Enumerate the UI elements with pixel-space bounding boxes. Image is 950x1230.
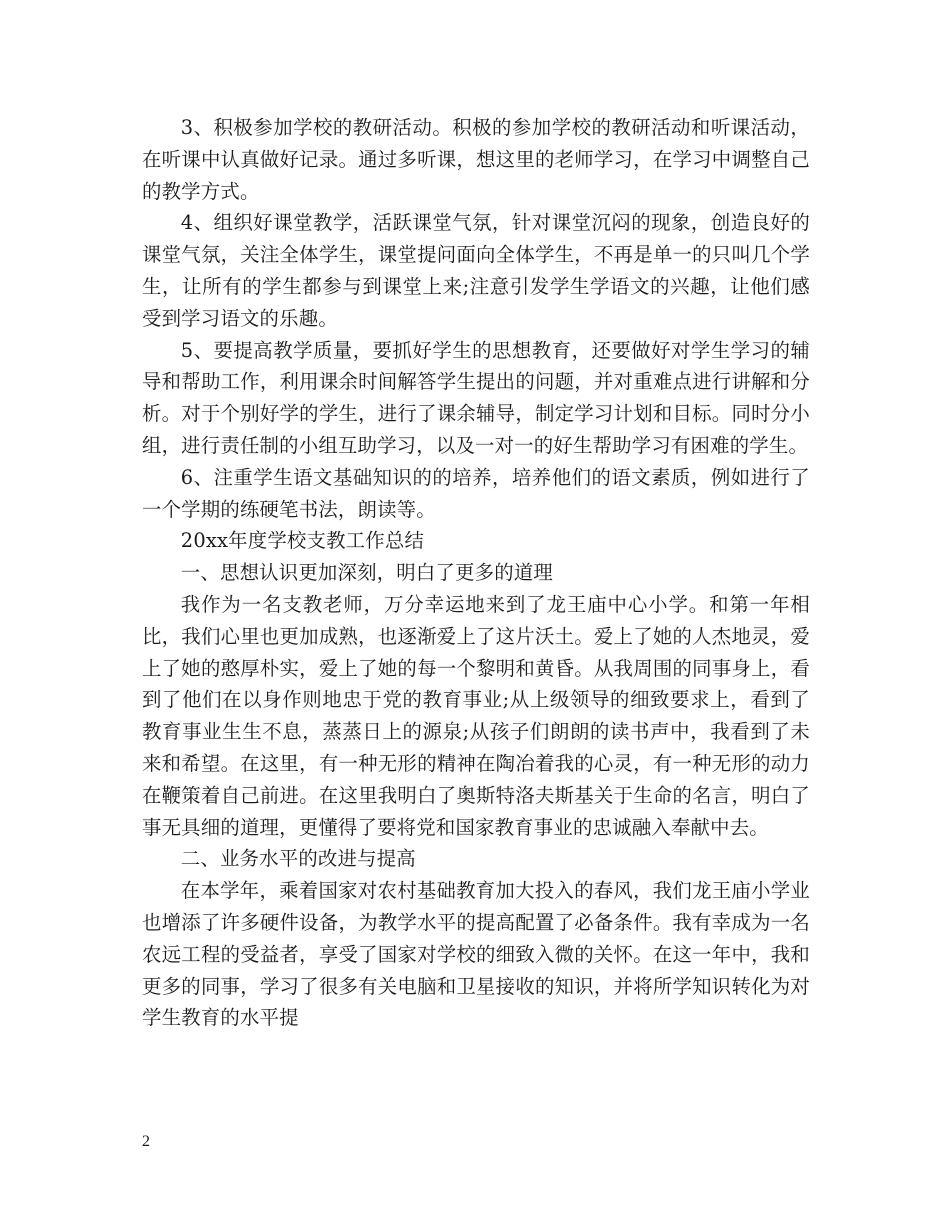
document-body	[142, 112, 810, 1034]
paragraph-thoughts: 我作为一名支教老师，万分幸运地来到了龙王庙中心小学。和第一年相比，我们心里也更加成熟，也逐渐爱上了这片沃土。爱上了她的人杰地灵，爱上了她的憨厚朴实，爱上了她的每一个黎明和黄昏。从我周围的同事身上，看到了他们在以身作则地忠于党的教育事业;从上级领导的细致要求上，看到了教育事业生生不息，蒸蒸日上的源泉;从孩子们朗朗的读书声中，我看到了未来和希望。在这里，有一种无形的精神在陶冶着我的心灵，有一种无形的动力在鞭策着自己前进。在这里我明白了奥斯特洛夫斯基关于生命的名言，明白了事无具细的道理，更懂得了要将党和国家教育事业的忠诚融入奉献中去。	[142, 592, 810, 839]
paragraph-business: 在本学年，乘着国家对农村基础教育加大投入的春风，我们龙王庙小学业也增添了许多硬件设备，为教学水平的提高配置了必备条件。我有幸成为一名农远工程的受益者，享受了国家对学校的细致入微的关怀。在这一年中，我和更多的同事，学习了很多有关电脑和卫星接收的知识，并将所学知识转化为对学生教育的水平提	[142, 879, 810, 1030]
section-heading-two: 二、业务水平的改进与提高	[180, 847, 416, 871]
section-heading-one: 一、思想认识更加深刻，明白了更多的道理	[180, 561, 554, 585]
paragraph-item-4: 4、组织好课堂教学，活跃课堂气氛，针对课堂沉闷的现象，创造良好的课堂气氛，关注全体学生，课堂提问面向全体学生，不再是单一的只叫几个学生，让所有的学生都参与到课堂上来;注意引发学生学语文的兴趣，让他们感受到学习语文的乐趣。	[142, 211, 810, 330]
paragraph-item-5: 5、要提高教学质量，要抓好学生的思想教育，还要做好对学生学习的辅导和帮助工作，利用课余时间解答学生提出的问题，并对重难点进行讲解和分析。对于个别好学的学生，进行了课余辅导，制定学习计划和目标。同时分小组，进行责任制的小组互助学习，以及一对一的好生帮助学习有困难的学生。	[142, 338, 810, 457]
page-number: 2	[142, 1133, 150, 1150]
section-title: 20xx年度学校支教工作总结	[180, 529, 425, 553]
paragraph-item-6: 6、注重学生语文基础知识的的培养，培养他们的语文素质，例如进行了一个学期的练硬笔书法，朗读等。	[142, 465, 810, 521]
paragraph-item-3: 3、积极参加学校的教研活动。积极的参加学校的教研活动和听课活动，在听课中认真做好记录。通过多听课，想这里的老师学习，在学习中调整自己的教学方式。	[142, 116, 810, 203]
